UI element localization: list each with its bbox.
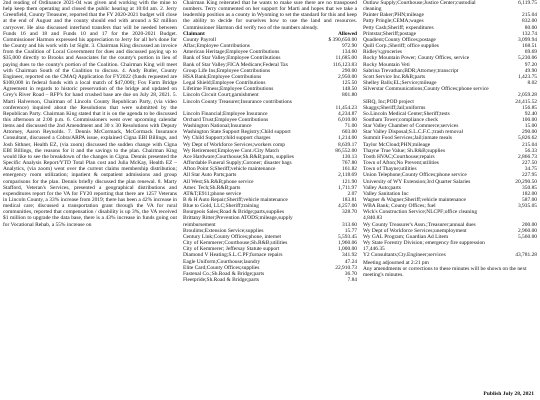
claimant-name: Group Life Ins;Employee Contributions xyxy=(183,67,271,74)
claimant-name: Star Valley Disposal;S.L.C.F.C.;trash removal xyxy=(363,129,464,136)
claim-amount: 341.92 xyxy=(342,252,357,259)
claimant-name: American Heritage;Employee Contributions xyxy=(183,49,280,56)
claimant-name: Valley Auto;parts xyxy=(363,184,401,191)
claimant-name: Town of Afton;No Prevent;utilities xyxy=(363,160,439,167)
claimant-name: Patty Pringle;CEMA;wages xyxy=(363,18,424,25)
claimant-name: Skaggs;Sheriff;Jail;uniforms xyxy=(363,104,426,111)
claim-amount: 161.82 xyxy=(342,166,357,173)
claimant-name: University of WY Extension;3rd Quarter Salaries xyxy=(363,178,471,185)
claimant-name: Eagle Uniform;Courthouse;laundry xyxy=(183,258,261,265)
claimant-name: Orchard Trust;Employee Contributions xyxy=(183,116,269,123)
claim-amount: 100.00 xyxy=(522,116,537,123)
claimant-name: Outlaw Supply;Courthouse;Justice Center;custodial xyxy=(363,0,476,6)
claimant-name: Silverstar Communications;County Offices;phone service xyxy=(363,86,489,93)
claim-amount: 8.02 xyxy=(527,80,537,87)
claim-amount: 22,910.73 xyxy=(335,264,357,271)
claimant-name: Afton Point S;Sheriff;vehicle maintenance xyxy=(183,166,276,173)
claimant-name: SIRQ, Inc;POD project xyxy=(363,98,414,105)
claim-amount: 43,781.28 xyxy=(515,252,537,259)
claim-amount: 2,866.73 xyxy=(517,153,537,160)
claimant-name: Southam Tower;compliance check xyxy=(363,116,439,123)
claimant-name: So.Lincoln Medical Center;Sheriff;tests xyxy=(363,110,450,117)
minutes-column xyxy=(3,0,177,400)
claimant-name: Lincoln Financial;Employee Insurance xyxy=(183,110,268,117)
claim-amount: 2.07 xyxy=(347,190,357,197)
claim-amount: 587.00 xyxy=(522,197,537,203)
claim-amount: 182.00 xyxy=(522,190,537,197)
claimant-name: Wy Retirement;Employee Cont./City Match xyxy=(183,147,280,154)
claims-column xyxy=(183,0,357,400)
claimant-name: Fastenal Co.;Sh.Road & Bridge;parts xyxy=(183,270,265,277)
claim-amount: 20,290.50 xyxy=(515,178,537,185)
claim-amount: 24,415.52 xyxy=(515,98,537,105)
claim-amount: 5,593.45 xyxy=(337,233,357,240)
claimant-name: Century Link;County Offices;phone, internet xyxy=(183,233,282,240)
claim-amount: 80.00 xyxy=(524,24,537,31)
claimant-heading: Claimant xyxy=(183,30,205,37)
claim-amount: 3,099.94 xyxy=(517,36,537,43)
claimant-name: B & H Auto Repair;Sheriff;vehicle maintenance xyxy=(183,197,288,203)
claim-amount: 227.50 xyxy=(522,160,537,167)
claimant-name: Aflac;Employee Contributions xyxy=(183,43,250,50)
claim-amount: 5,560.00 xyxy=(517,233,537,240)
claim-amount: 121.90 xyxy=(342,178,357,185)
claim-amount: 328.70 xyxy=(342,209,357,216)
claimant-name: Summit Food Services;Jail;inmate meals xyxy=(363,135,452,142)
claimant-name: Fleetpride;Sh.Road & Bridge;parts xyxy=(183,277,259,284)
claimant-name: Scott Service Inc.R&B;parts xyxy=(363,73,426,80)
claimant-name: HSA Bank;Employee Contributions xyxy=(183,73,262,80)
claimant-name: Painter Baker;PHN;mileage xyxy=(363,12,424,19)
claimant-name: Wy State Forestry Division; emergency fire suppression xyxy=(363,240,485,247)
claim-amount: 5,826.62 xyxy=(517,135,537,142)
claimant-name: Printstar;Sheriff;postage xyxy=(363,30,417,37)
claimant-name: Bank of Star Valley;FICA Medicare;Federal Tax xyxy=(183,61,289,68)
claims-intro: Chairman King reiterated that he wants to make sure there are no transposed numbers. Terry commented on her support for Marti and hopes that we take a leadership position as a county in Wyoming to set the standard for this and keep the ability to decide for ourselves how to use the land and resources. Commissioner Harmon did verify two of the numbers already. xyxy=(183,0,357,31)
claimant-name: County Payroll xyxy=(183,36,217,43)
claim-amount: 215.04 xyxy=(522,141,537,148)
claimant-name: Lincoln County Treasurer;Insurance contributions xyxy=(183,98,292,105)
claim-amount: 134.60 xyxy=(342,49,357,56)
claimant-name: Amer. Tech;Sh.R&B;parts xyxy=(183,184,241,191)
claim-amount: 1,000.00 xyxy=(337,246,357,253)
claim-amount: 15.77 xyxy=(344,227,357,234)
claim-amount: 6,119.75 xyxy=(518,0,537,6)
claim-amount: 148.50 xyxy=(342,86,357,93)
claim-amount: 56.33 xyxy=(524,147,537,154)
claimant-name: Washington State Support Registry;Child support xyxy=(183,129,291,136)
claim-amount: 116,123.83 xyxy=(332,61,357,68)
claim-amount: 15.00 xyxy=(524,123,537,130)
claimant-name: Lincoln Circuit Court;garnishment xyxy=(183,92,259,99)
claimant-name: Brittany Ritter;Prevention ATODS;mileage,supply xyxy=(183,215,293,222)
claimant-name: Bank of Star Valley;Employee Contributions xyxy=(183,55,281,62)
claimant-name: cleaning xyxy=(363,6,382,13)
claimant-name: Rocky Mountain Veti xyxy=(363,61,410,68)
claim-amount: 972.90 xyxy=(342,43,357,50)
claim-amount: 6,010.00 xyxy=(337,116,357,123)
claimant-name: Elite Card;County Offices;supplies xyxy=(183,264,260,271)
claim-amount: 1,214.00 xyxy=(337,135,357,142)
claimant-name: Tooth HVAC;Courthouse;repairs xyxy=(363,153,435,160)
claim-amount: 2,960.00 xyxy=(517,227,537,234)
claimant-name: Wagner & Wagner;Sheriff;vehicle maintenance xyxy=(363,197,466,203)
claimant-name: Wy Child Support;child support charges xyxy=(183,135,271,142)
claimant-name: Sabrina Trevathan;BDR;Attorney;transcript xyxy=(363,67,459,74)
claim-amount: 130.13 xyxy=(342,153,357,160)
claim-amount: 8,639.17 xyxy=(337,141,357,148)
claimant-name: Blue to Gold, LLC;Sheriff;training xyxy=(183,203,260,210)
claimant-name: City of Kemmerer;Courthouse;Sh.R&B;utilities xyxy=(183,240,288,247)
claim-amount: 350.85 xyxy=(522,184,537,191)
claim-amount: 832.00 xyxy=(522,18,537,25)
claim-amount: 132.74 xyxy=(522,30,537,37)
claim-amount: 290.00 xyxy=(342,67,357,74)
claimant-name: Star Valley Chamber of Commerce;services xyxy=(363,123,459,130)
claimant-name: City of Kemmerer; Jeffersay Statute support xyxy=(183,246,280,253)
claimant-name: All Star Auto Parts;parts xyxy=(183,172,237,179)
claimant-name: All West;Sh.R&B;phone service xyxy=(183,178,254,185)
claim-row xyxy=(363,252,537,258)
claimant-name: Quill Corp.;Sheriff; office supplies xyxy=(363,43,439,50)
claim-amount: 125.50 xyxy=(342,80,357,87)
claim-amount: 69.69 xyxy=(524,49,537,56)
claimant-name: Valley Sanitation Inc xyxy=(363,190,409,197)
claimant-name: 17,446.35 xyxy=(363,246,385,253)
claimant-name: AT&T;E911;phone service xyxy=(183,190,242,197)
claimant-name: Lifetime Fitness;Employee Contributions xyxy=(183,86,274,93)
amendments-note: Any amendments or corrections to these minutes will be shown on the next meeting's minutes. xyxy=(363,265,527,278)
claim-amount: 34.75 xyxy=(524,166,537,173)
claimant-name: Wy County Treasurer's Assn.;Treasurer;annual dues xyxy=(363,221,476,228)
claimant-name: Petty Cash;Sheriff; expenditures xyxy=(363,24,434,31)
claim-amount: 7.84 xyxy=(347,277,357,284)
claimant-name: Washington National;Insurance xyxy=(183,123,252,130)
claims-continued-column xyxy=(363,0,537,400)
claimant-name: Diamond V Heating;S.L.C.PF;furnace repairs xyxy=(183,252,283,259)
claim-amount: 801.80 xyxy=(342,92,357,99)
claimant-name: Y2 Consultants;Cty.Engineer;services xyxy=(363,252,446,259)
claimant-name: Quadient;County Offices;postage xyxy=(363,36,436,43)
claimant-name: Legal Shield;Employee Contributions xyxy=(183,80,266,87)
claim-amount: 1,960.06 xyxy=(337,240,357,247)
claim-amount: 290.00 xyxy=(522,129,537,136)
claimant-name: WBA Bank; County Offices; fuel xyxy=(363,203,436,210)
claim-amount: 1,423.75 xyxy=(517,73,537,80)
claim-amount: 86,552.00 xyxy=(335,147,357,154)
claimant-name: Broulims;Extension Service;supplies xyxy=(183,227,264,234)
claimant-name: Wy GAL Program; Guardian Ad Litem xyxy=(363,233,449,240)
claim-amount: 215.04 xyxy=(522,12,537,19)
claimant-name: Wy Dept of Workforce Services;unemployment xyxy=(363,227,467,234)
claim-amount: 4,257.00 xyxy=(337,203,357,210)
publish-date: Publish July 28, 2021 xyxy=(483,391,534,397)
claim-amount: 2,118.69 xyxy=(338,172,357,179)
claim-amount: 183.81 xyxy=(342,197,357,203)
claimant-name: reimbursement xyxy=(183,221,216,228)
claim-amount: 767.80 xyxy=(342,160,357,167)
claim-amount: 2,059.28 xyxy=(517,92,537,99)
claimant-name: Affordable Funeral Supply;Coroner; disaster bags xyxy=(183,160,292,167)
claimant-name: Bourgeois Sales;Road & Bridge;parts,supplies xyxy=(183,209,285,216)
claim-amount: 200.00 xyxy=(522,221,537,228)
claim-amount: 11,454.23 xyxy=(335,104,357,111)
claimant-name: 4,840.83 xyxy=(363,215,383,222)
claimant-name: Thayne True Value; Sh.R&B;supplies xyxy=(363,147,446,154)
claimant-name: Union Telephone;County Offices;phone service xyxy=(363,172,467,179)
claim-amount: 4,234.87 xyxy=(337,110,357,117)
allowed-heading: Allowed xyxy=(337,30,357,37)
claim-amount: 168.51 xyxy=(522,43,537,50)
claim-amount: 156.85 xyxy=(522,104,537,111)
claim-amount: 2,950.00 xyxy=(337,73,357,80)
claim-amount: 3,935.05 xyxy=(517,203,537,210)
claim-amount: 5,230.06 xyxy=(517,55,537,62)
claimant-name: Ridley's;groceries xyxy=(363,49,403,56)
claimant-name: Wy Dept of Workforce Services;workers comp xyxy=(183,141,285,148)
claimant-name: Shelley Balls;EL;Service;mileage xyxy=(363,80,437,87)
claims-list-continued xyxy=(363,0,537,259)
claim-amount: 92.40 xyxy=(524,110,537,117)
claim-amount: 71.00 xyxy=(344,123,357,130)
claim-amount: 11,685.00 xyxy=(335,55,357,62)
claim-amount: 603.00 xyxy=(342,129,357,136)
claim-amount: 49.90 xyxy=(524,67,537,74)
claim-amount: $ 390,650.00 xyxy=(328,36,357,43)
claimant-name: Wick's Construction Service;NLCPF;office cleaning xyxy=(363,209,478,216)
claim-row xyxy=(183,277,357,283)
claim-amount: 313.60 xyxy=(342,221,357,228)
claims-list xyxy=(183,37,357,283)
claim-amount: 36.70 xyxy=(344,270,357,277)
claimant-name: Ace Hardware;Courthouse;Sh.R&B;parts, supplies xyxy=(183,153,294,160)
claim-amount: 47.24 xyxy=(344,258,357,265)
claimant-name: Town of Thayne;utilities xyxy=(363,166,417,173)
minutes-text: 2nd reading of Ordinance 2021-04 was given and working with the mine to help keep them operating and closed the public hearing at 10:04 am. 2. Jerry Greenfield, County Treasurer, reported that the FY 2020-2021 budget will close at the end of August and the county should end with around a $2 million carryover. He also discussed interfund transfers that will be needed between Funds 16 and 18 and Funds 10 and 17 for the 2020-2021 Budget. Commissioner Harmon expressed his appreciation to Jerry for all he's done for the County and his work with 1st Sight. 3. Chairman King discussed an invoice from the Coalition of Local Government for dues and discussed paying up to $35,000 directly to Brooks and Associates for the county's portion in lieu of paying dues to the county's portion of the Coalition. Chairman King will meet with Chairman South of the Coalition to discuss. 4. Andy Butler, County Engineer, reported on the CMAQ Application for FY2022 (funds requested are $108,000 in federal funds with a local match of $47,000); Fox Farm Bridge Agreement in regards to historic preservation of the bridge and updated on Grey's River Road – RFP's for hand crushed base are due on July 28, 2021. 5. Marti Halverson, Chairman of Lincoln County Republican Party, (via video conference) inquired about the Resolutions that were submitted by the Republican Party. Chairman King stated that it is on the agenda to be discussed this afternoon at 2:00 p.m. 6. Commissioners went over upcoming calendar items and discussed the 2nd Amendment and 30 x 30 Resolutions with Deputy Attorney, Aaron Reynolds. 7. Dennis McCormack, McCormack Insurance Consultant, discussed a Cobra/ARPA issue, explained Cigna EBI Billings, and Josh Sithner, Health EZ, (via zoom) discussed the sudden change with Cigna EBI Billings, the reasons for it and the savings to the plan. Chairman King would like to see the breakdown of the changes in Cigna. Dennis presented the Specific Analysis Report/YTD Total Plan cost and Julia McKay, Health EZ – Analytics, (via zoom) went over the current claims membership distribution; emergency room utilization; inpatient & outpatient admissions and group comparisons for the plan. Dennis briefly discussed the plan renewal. 8. Marty Stafford, Veteran's Services, presented a geographical distributions and expenditures report for the VA for FY20 reporting that there are 1257 Veterans in Lincoln County, a 33% increase from 2019; there has been a 42% increase in medical care; discussed a transportation grant through the VA for rural communities, reported that compensation / disability is up 3%, the VA received $1 million to upgrade the data base, there is a 43% increase in funds going out for Vocational Rehab, a 55% increase on xyxy=(3,0,177,228)
claimant-name: Taylor McCloud;PHN;mileage xyxy=(363,141,431,148)
adjourn-note: Meeting adjourned at 2:21 pm xyxy=(363,259,429,266)
claimant-name: Rocky Mountain Power; County Offices, service xyxy=(363,55,470,62)
claim-amount: 227.95 xyxy=(522,172,537,179)
claim-amount: 1,711.97 xyxy=(338,184,357,191)
claim-amount: 97.20 xyxy=(524,61,537,68)
